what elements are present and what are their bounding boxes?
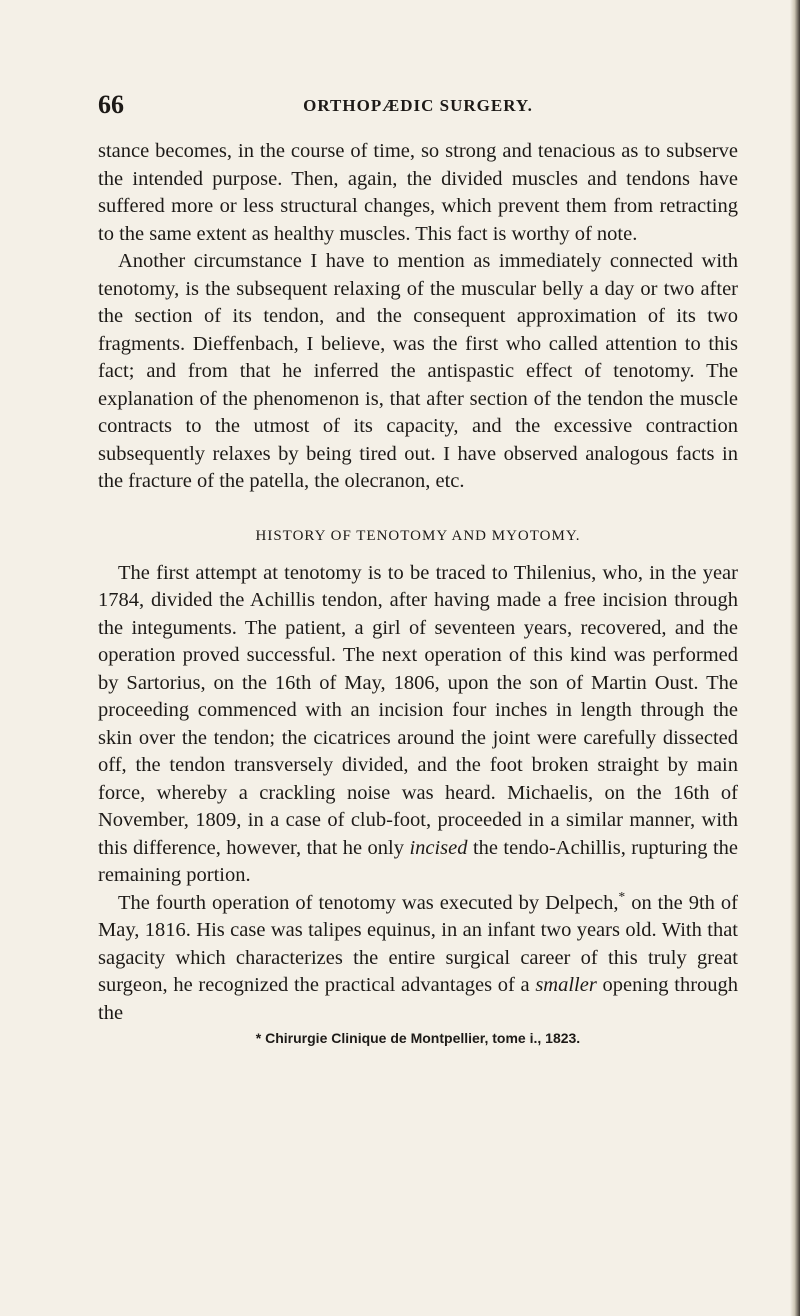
page-number: 66 [98, 90, 124, 119]
paragraph-4-emphasis: smaller [535, 974, 597, 996]
paragraph-3-emphasis: incised [409, 836, 468, 859]
page-header [98, 90, 738, 122]
footnote: * Chirurgie Clinique de Montpellier, tome i., 1823. [255, 1030, 581, 1046]
page-edge-shadow [790, 0, 800, 1316]
paragraph-4-middle: on the 9th of May, 1816. His case was talipes equinus, in an infant two years old. With that sagacity which characterizes the entire surgical career of this truly great surgeon, he recognized the practical advantages of a [98, 891, 738, 996]
paragraph-3-text: The first attempt at tenotomy is to be traced to Thilenius, who, in the year 1784, divided the Achillis tendon, after having made a free incision through the integuments. The patient, a girl of seventeen years, recovered, and the operation proved successful. The next operation of this kind was performed by Sartorius, on the 16th of May, 1806, upon the son of Martin Oust. The proceeding commenced with an incision four inches in length through the skin over the tendon; the cicatrices around the joint were carefully dissected off, the tendon transversely divided, and the foot broken straight by main force, whereby a crackling noise was heard. Michaelis, on the 16th of November, 1809, in a case of club-foot, proceeded in a similar manner, with this difference, however, that he only [98, 561, 738, 859]
footnote-marker: * [618, 888, 626, 904]
paragraph-4 [98, 890, 738, 1028]
paragraph-1: stance becomes, in the course of time, so strong and tenacious as to subserve the intended purpose. Then, again, the divided muscles and tendons have suffered more or less structural changes, which prevent them from retracting to the same extent as healthy muscles. This fact is worthy of note. [98, 140, 738, 245]
body-text [98, 138, 738, 1047]
paragraph-4-start: The fourth operation of tenotomy was executed by Delpech, [118, 891, 619, 914]
paragraph-4-end: opening through the [98, 974, 739, 1024]
paragraph-2: Another circumstance I have to mention as immediately connected with tenotomy, is the subsequent relaxing of the muscular belly a day or two after the section of its tendon, and the consequent approximation of its two fragments. Dieffenbach, I believe, was the first who called attention to this fact; and from that he inferred the antispastic effect of tenotomy. The explanation of the phenomenon is, that after section of the tendon the muscle contracts to the utmost of its capacity, and the excessive contraction subsequently relaxes by being tired out. I have observed analogous facts in the fracture of the patella, the olecranon, etc. [98, 250, 738, 492]
paragraph-3-end: the tendo-Achillis, rupturing the remaining portion. [98, 836, 739, 886]
paragraph-3 [98, 560, 738, 890]
section-heading: HISTORY OF TENOTOMY AND MYOTOMY. [255, 527, 581, 544]
running-title: ORTHOPÆDIC SURGERY. [303, 96, 533, 115]
